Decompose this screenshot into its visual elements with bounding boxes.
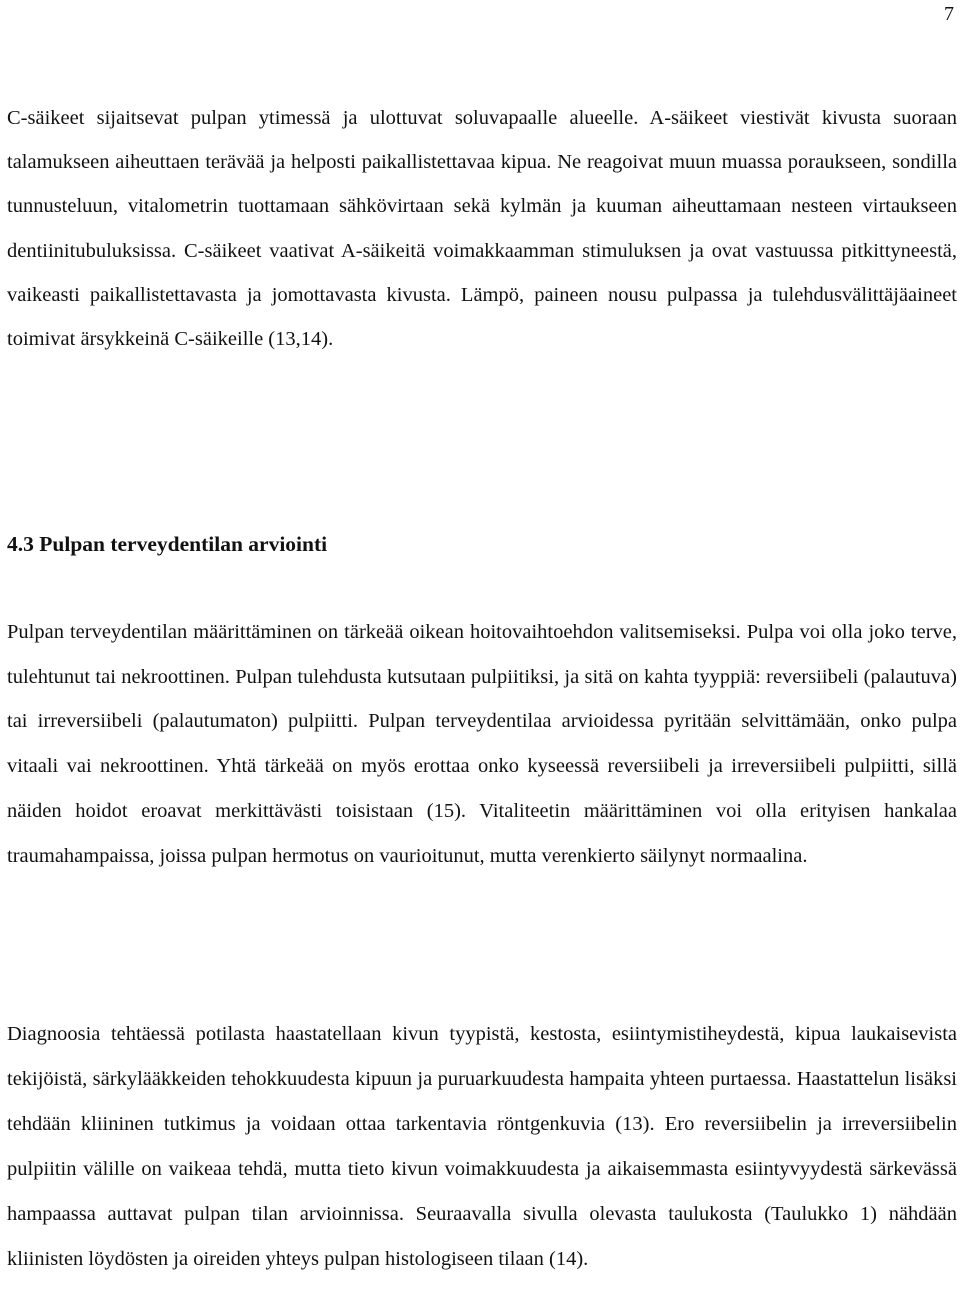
- paragraph-pulp-assessment: Pulpan terveydentilan määrittäminen on tärkeää oikean hoitovaihtoehdon valitsemiseksi. Pulpa voi olla joko terve, tulehtunut tai nekroottinen. Pulpan tulehdusta kutsutaan pulpiitiksi, ja sitä on kahta tyyppiä: reversiibeli (palautuva) tai irreversiibeli (palautumaton) pulpiitti. Pulpan terveydentilaa arvioidessa pyritään selvittämään, onko pulpa vitaali vai nekroottinen. Yhtä tärkeää on myös erottaa onko kyseessä reversiibeli ja irreversiibeli pulpiitti, sillä näiden hoidot eroavat merkittävästi toisistaan (15). Vitaliteetin määrittäminen voi olla erityisen hankalaa traumahampaissa, joissa pulpan hermotus on vaurioitunut, mutta verenkierto säilynyt normaalina.: [7, 621, 957, 867]
- page-number: 7: [944, 3, 954, 25]
- paragraph-diagnosis: Diagnoosia tehtäessä potilasta haastatellaan kivun tyypistä, kestosta, esiintymistiheydestä, kipua laukaisevista tekijöistä, särkylääkkeiden tehokkuudesta kipuun ja puruarkuudesta hampaita yhteen purtaessa. Haastattelun lisäksi tehdään kliininen tutkimus ja voidaan ottaa tarkentavia röntgenkuvia (13). Ero reversiibelin ja irreversiibelin pulpiitin välille on vaikeaa tehdä, mutta tieto kivun voimakkuudesta ja aikaisemmasta esiintyvyydestä särkevässä hampaassa auttavat pulpan tilan arvioinnissa. Seuraavalla sivulla olevasta taulukosta (Taulukko 1) nähdään kliinisten löydösten ja oireiden yhteys pulpan histologiseen tilaan (14).: [7, 1023, 957, 1270]
- paragraph-nerve-fibers: C-säikeet sijaitsevat pulpan ytimessä ja ulottuvat soluvapaalle alueelle. A-säikeet viestivät kivusta suoraan talamukseen aiheuttaen terävää ja helposti paikallistettavaa kipua. Ne reagoivat muun muassa poraukseen, sondilla tunnusteluun, vitalometrin tuottamaan sähkövirtaan sekä kylmän ja kuuman aiheuttamaan nesteen virtaukseen dentiinitubuluksissa. C-säikeet vaativat A-säikeitä voimakkaamman stimuluksen ja ovat vastuussa pitkittyneestä, vaikeasti paikallistettavasta ja jomottavasta kivusta. Lämpö, paineen nousu pulpassa ja tulehdusvälittäjäaineet toimivat ärsykkeinä C-säikeille (13,14).: [7, 107, 957, 351]
- section-heading: 4.3 Pulpan terveydentilan arviointi: [7, 532, 328, 556]
